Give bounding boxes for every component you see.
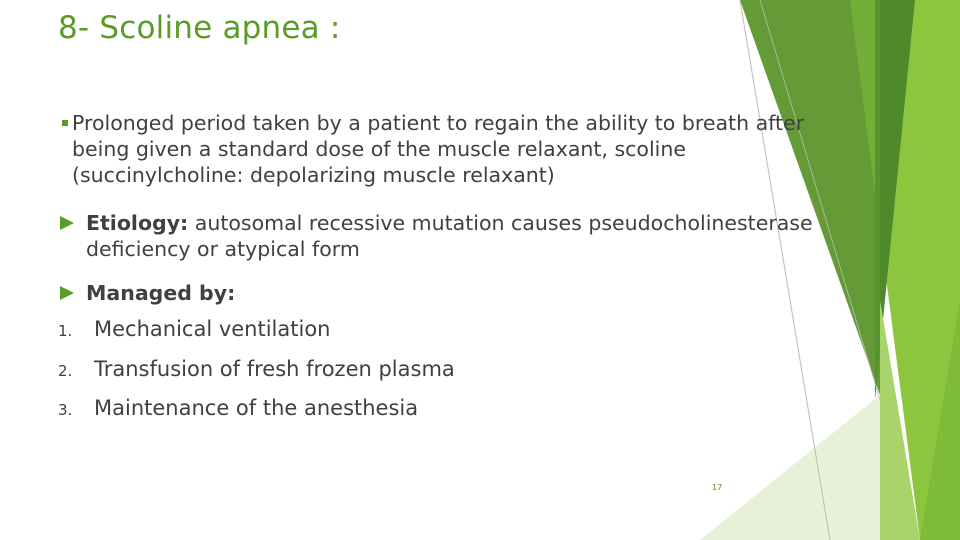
- definition-line-1: Prolonged period taken by a patient to regain the ability to breath after: [72, 111, 805, 135]
- list-item: [58, 316, 331, 344]
- list-item-text: Transfusion of fresh frozen plasma: [94, 357, 455, 381]
- definition-line-2: being given a standard dose of the muscle relaxant, scoline: [72, 137, 686, 161]
- list-item-number: 2.: [58, 362, 73, 380]
- list-item: [58, 395, 418, 423]
- triangle-bullet-icon: [60, 216, 74, 230]
- etiology-bullet: [60, 210, 813, 262]
- list-item-text: Mechanical ventilation: [94, 317, 331, 341]
- etiology-line-2: deficiency or atypical form: [86, 237, 360, 261]
- etiology-label: Etiology:: [86, 211, 189, 235]
- definition-line-3: (succinylcholine: depolarizing muscle relaxant): [72, 163, 555, 187]
- managed-label: Managed by:: [86, 281, 236, 305]
- list-item: [58, 356, 455, 384]
- list-item-text: Maintenance of the anesthesia: [94, 396, 419, 420]
- etiology-text-1: autosomal recessive mutation causes pseudocholinesterase: [188, 211, 813, 235]
- list-item-number: 1.: [58, 322, 73, 340]
- square-bullet-icon: [62, 120, 68, 126]
- page-number: 17: [712, 483, 723, 492]
- definition-paragraph: [62, 110, 862, 188]
- slide-title: 8- Scoline apnea :: [58, 10, 341, 46]
- triangle-bullet-icon: [60, 286, 74, 300]
- etiology-line-1: [86, 210, 813, 236]
- managed-bullet: [60, 280, 235, 306]
- list-item-number: 3.: [58, 401, 73, 419]
